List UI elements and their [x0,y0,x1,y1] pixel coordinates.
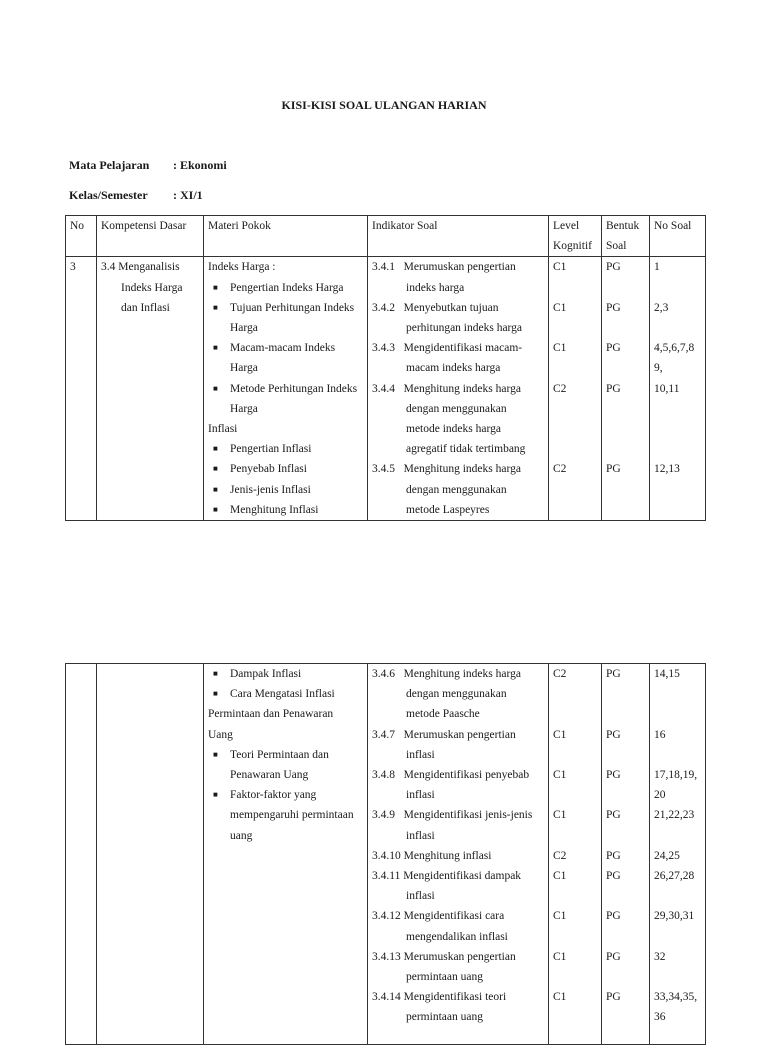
class-label: Kelas/Semester [69,188,148,202]
cell-materi: ■ Dampak Inflasi ■ Cara Mengatasi Inflasi Permintaan dan Penawaran Uang ■ Teori Permintaan dan Penawaran Uang ■ Faktor-faktor yang mempengaruhi permintaan uang [204,664,368,1045]
subject-value: : Ekonomi [173,158,227,172]
header-materi: Materi Pokok [204,216,368,257]
header-no: No [66,216,97,257]
subject-row [69,158,227,173]
bullet-icon: ■ [213,464,218,474]
grid-table-2 [65,663,706,1045]
header-row [66,216,706,257]
header-nosoal: No Soal [650,216,706,257]
header-indikator: Indikator Soal [368,216,549,257]
header-level: Level Kognitif [549,216,602,257]
table-row [66,664,706,1045]
bullet-icon: ■ [213,383,218,393]
header-bentuk: Bentuk Soal [602,216,650,257]
bullet-icon: ■ [213,504,218,514]
cell-level: C1 C1 C1 C2 C2 [549,257,602,521]
cell-materi: Indeks Harga : ■ Pengertian Indeks Harga ■ Tujuan Perhitungan Indeks Harga ■ Macam-macam Indeks Harga ■ Metode Perhitungan Indeks Harga Inflasi ■ Pengertian Inflasi ■ Penyebab Inflasi ■ Jenis-jenis Inflasi ■ Menghitung Inflasi [204,257,368,521]
cell-no [66,664,97,1045]
document-title: KISI-KISI SOAL ULANGAN HARIAN [281,98,487,112]
cell-bentuk: PG PG PG PG PG [602,257,650,521]
cell-kompetensi [97,664,204,1045]
bullet-icon: ■ [213,282,218,292]
header-kompetensi: Kompetensi Dasar [97,216,204,257]
cell-level: C2 C1 C1 C1 C2 C1 C1 C1 C1 [549,664,602,1045]
cell-bentuk: PG PG PG PG PG PG PG PG PG [602,664,650,1045]
class-row [69,188,203,203]
bullet-icon: ■ [213,749,218,759]
grid-table-1 [65,215,706,521]
bullet-icon: ■ [213,484,218,494]
class-value: : XI/1 [173,188,203,202]
subject-label: Mata Pelajaran [69,158,150,172]
table-row [66,257,706,521]
bullet-icon: ■ [213,669,218,678]
cell-indikator: 3.4.6 Menghitung indeks harga dengan menggunakan metode Paasche 3.4.7 Merumuskan pengertian inflasi 3.4.8 Mengidentifikasi penyebab inflasi 3.4.9 Mengidentifikasi jenis-jenis inflasi 3.4.10 Menghitung inflasi 3.4.11 Mengidentifikasi dampak inflasi 3.4.12 Mengidentifikasi cara mengendalikan inflasi 3.4.13 Merumuskan pengertian permintaan uang 3.4.14 Mengidentifikasi teori permintaan uang [368,664,549,1045]
cell-nosoal: 1 2,3 4,5,6,7,8 9, 10,11 12,13 [650,257,706,521]
cell-nosoal: 14,15 16 17,18,19, 20 21,22,23 24,25 26,27,28 29,30,31 32 33,34,35, 36 [650,664,706,1045]
cell-kompetensi: 3.4 Menganalisis Indeks Harga dan Inflasi [97,257,204,521]
bullet-icon: ■ [213,343,218,353]
cell-indikator: 3.4.1 Merumuskan pengertian indeks harga 3.4.2 Menyebutkan tujuan perhitungan indeks harga 3.4.3 Mengidentifikasi macam- macam indeks harga 3.4.4 Menghitung indeks harga dengan menggunakan metode indeks harga agregatif tidak tertimbang 3.4.5 Menghitung indeks harga dengan menggunakan metode Laspeyres [368,257,549,521]
bullet-icon: ■ [213,444,218,454]
bullet-icon: ■ [213,689,218,699]
cell-no: 3 [66,257,97,521]
bullet-icon: ■ [213,790,218,800]
bullet-icon: ■ [213,302,218,312]
